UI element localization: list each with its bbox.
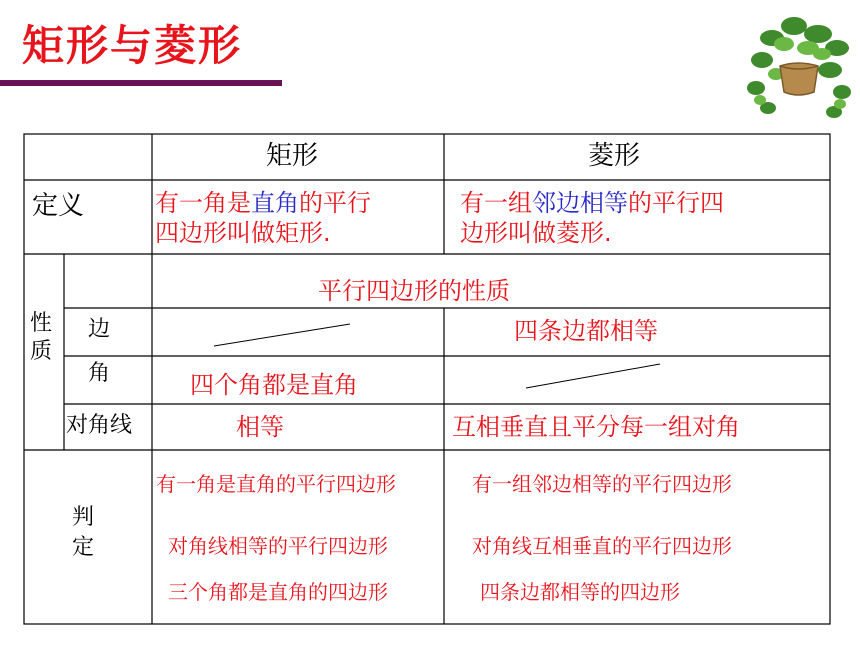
- shared-parallelogram-properties: 平行四边形的性质: [318, 277, 510, 305]
- rhombus-diagonal-property: 互相垂直且平分每一组对角: [452, 413, 740, 441]
- row-label-properties-char1: 性: [30, 311, 53, 336]
- page-title: 矩形与菱形: [22, 21, 243, 70]
- row-label-criteria-char1: 判: [72, 505, 95, 530]
- property-label-side: 边: [88, 317, 111, 342]
- property-label-diagonal: 对角线: [66, 413, 133, 438]
- rhombus-definition-line1: 有一组邻边相等的平行四: [460, 189, 724, 217]
- column-header-rhombus: 菱形: [588, 141, 641, 171]
- rectangle-diagonal-property: 相等: [236, 413, 284, 441]
- same-as-parallelogram-dash: [214, 324, 350, 346]
- column-header-rectangle: 矩形: [266, 141, 319, 171]
- rhombus-criterion-2: 对角线互相垂直的平行四边形: [472, 534, 732, 558]
- row-label-properties-char2: 质: [30, 339, 53, 364]
- row-label-definition: 定义: [32, 191, 85, 221]
- rectangle-definition-line1: 有一角是直角的平行: [155, 189, 371, 217]
- rhombus-side-property: 四条边都相等: [514, 317, 658, 345]
- row-label-criteria-char2: 定: [72, 535, 95, 560]
- property-label-angle: 角: [88, 361, 111, 386]
- same-as-parallelogram-dash: [526, 364, 660, 388]
- rectangle-criterion-1: 有一角是直角的平行四边形: [156, 472, 396, 496]
- rectangle-criterion-2: 对角线相等的平行四边形: [168, 534, 388, 558]
- rectangle-definition-line2: 四边形叫做矩形.: [155, 219, 331, 247]
- rectangle-criterion-3: 三个角都是直角的四边形: [168, 580, 388, 604]
- rhombus-definition-line2: 边形叫做菱形.: [460, 219, 612, 247]
- rhombus-criterion-1: 有一组邻边相等的平行四边形: [472, 472, 732, 496]
- rhombus-criterion-3: 四条边都相等的四边形: [480, 580, 680, 604]
- rectangle-angle-property: 四个角都是直角: [190, 371, 358, 399]
